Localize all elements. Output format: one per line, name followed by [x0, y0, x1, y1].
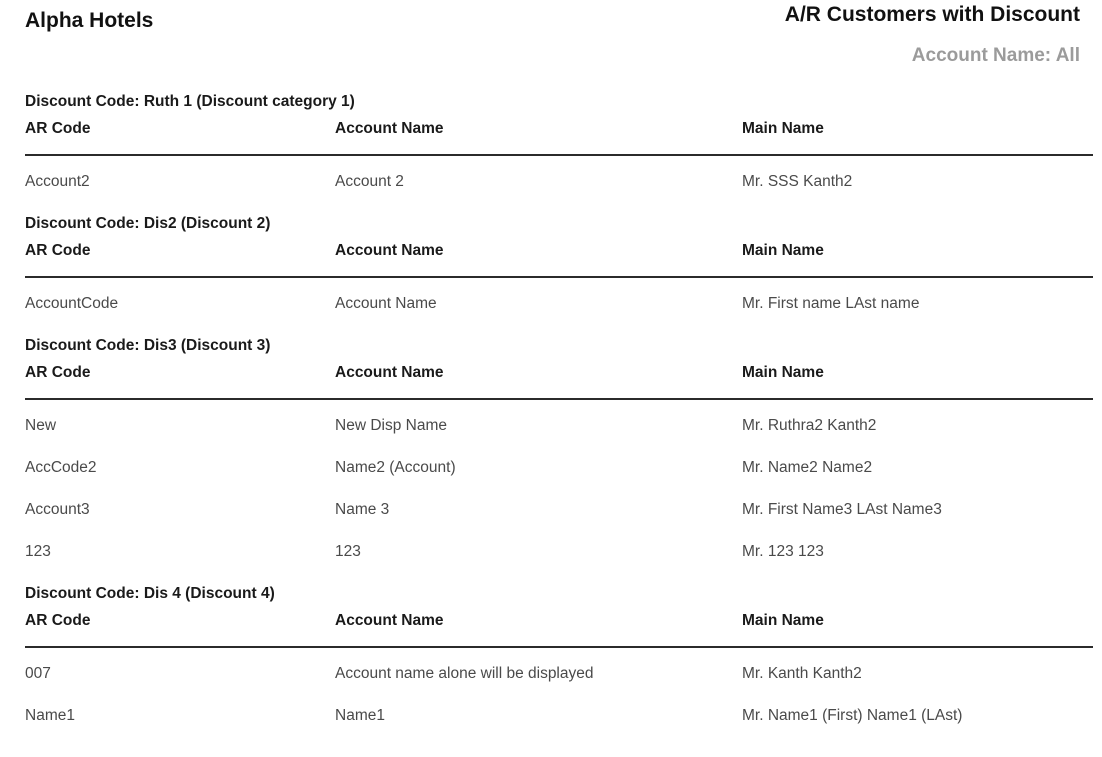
brand-title: Alpha Hotels: [25, 9, 154, 32]
header-separator-rule: [25, 154, 1093, 156]
cell-main-name: Mr. First Name3 LAst Name3: [742, 500, 942, 518]
discount-group: [25, 336, 1093, 572]
cell-account-name: 123: [335, 542, 361, 560]
cell-main-name: Mr. Kanth Kanth2: [742, 664, 862, 682]
table-row[interactable]: [25, 488, 1093, 530]
cell-account-name: Name2 (Account): [335, 458, 456, 476]
column-header-ar-code: AR Code: [25, 120, 91, 137]
cell-main-name: Mr. Ruthra2 Kanth2: [742, 416, 877, 434]
column-header-main-name: Main Name: [742, 120, 824, 137]
column-header-account-name: Account Name: [335, 612, 444, 629]
report-filter-line: Account Name: All: [911, 45, 1080, 66]
cell-ar-code: AccountCode: [25, 294, 119, 312]
cell-ar-code: Account2: [25, 172, 90, 190]
cell-ar-code: New: [25, 416, 57, 434]
column-header-main-name: Main Name: [742, 612, 824, 629]
cell-ar-code: 123: [25, 542, 51, 560]
column-header-ar-code: AR Code: [25, 242, 91, 259]
column-header-account-name: Account Name: [335, 242, 444, 259]
cell-ar-code: Account3: [25, 500, 90, 518]
cell-main-name: Mr. Name1 (First) Name1 (LAst): [742, 706, 963, 724]
group-title: Discount Code: Dis 4 (Discount 4): [25, 585, 275, 602]
column-header-row: [25, 611, 1093, 636]
table-row[interactable]: [25, 404, 1093, 446]
cell-account-name: Name1: [335, 706, 385, 724]
table-row[interactable]: [25, 530, 1093, 572]
header-separator-rule: [25, 276, 1093, 278]
discount-group: [25, 214, 1093, 324]
cell-account-name: Account Name: [335, 294, 437, 312]
group-title: Discount Code: Ruth 1 (Discount category 1): [25, 93, 355, 110]
report-groups: [0, 92, 1102, 736]
table-row[interactable]: [25, 282, 1093, 324]
report-title: A/R Customers with Discount: [784, 3, 1080, 26]
table-row[interactable]: [25, 652, 1093, 694]
discount-group: [25, 584, 1093, 736]
cell-main-name: Mr. SSS Kanth2: [742, 172, 853, 190]
cell-main-name: Mr. Name2 Name2: [742, 458, 873, 476]
report-header: [0, 0, 1102, 92]
group-title: Discount Code: Dis2 (Discount 2): [25, 215, 271, 232]
header-separator-rule: [25, 646, 1093, 648]
cell-account-name: Account 2: [335, 172, 404, 190]
column-header-account-name: Account Name: [335, 120, 444, 137]
column-header-ar-code: AR Code: [25, 612, 91, 629]
column-header-main-name: Main Name: [742, 364, 824, 381]
column-header-row: [25, 241, 1093, 266]
table-row[interactable]: [25, 160, 1093, 202]
cell-main-name: Mr. 123 123: [742, 542, 824, 560]
cell-ar-code: 007: [25, 664, 51, 682]
table-row[interactable]: [25, 446, 1093, 488]
table-row[interactable]: [25, 694, 1093, 736]
cell-account-name: Account name alone will be displayed: [335, 664, 594, 682]
discount-group: [25, 92, 1093, 202]
cell-ar-code: AccCode2: [25, 458, 97, 476]
column-header-ar-code: AR Code: [25, 364, 91, 381]
header-separator-rule: [25, 398, 1093, 400]
column-header-account-name: Account Name: [335, 364, 444, 381]
cell-account-name: Name 3: [335, 500, 390, 518]
column-header-main-name: Main Name: [742, 242, 824, 259]
cell-main-name: Mr. First name LAst name: [742, 294, 920, 312]
cell-ar-code: Name1: [25, 706, 75, 724]
cell-account-name: New Disp Name: [335, 416, 447, 434]
group-title: Discount Code: Dis3 (Discount 3): [25, 337, 271, 354]
column-header-row: [25, 363, 1093, 388]
column-header-row: [25, 119, 1093, 144]
